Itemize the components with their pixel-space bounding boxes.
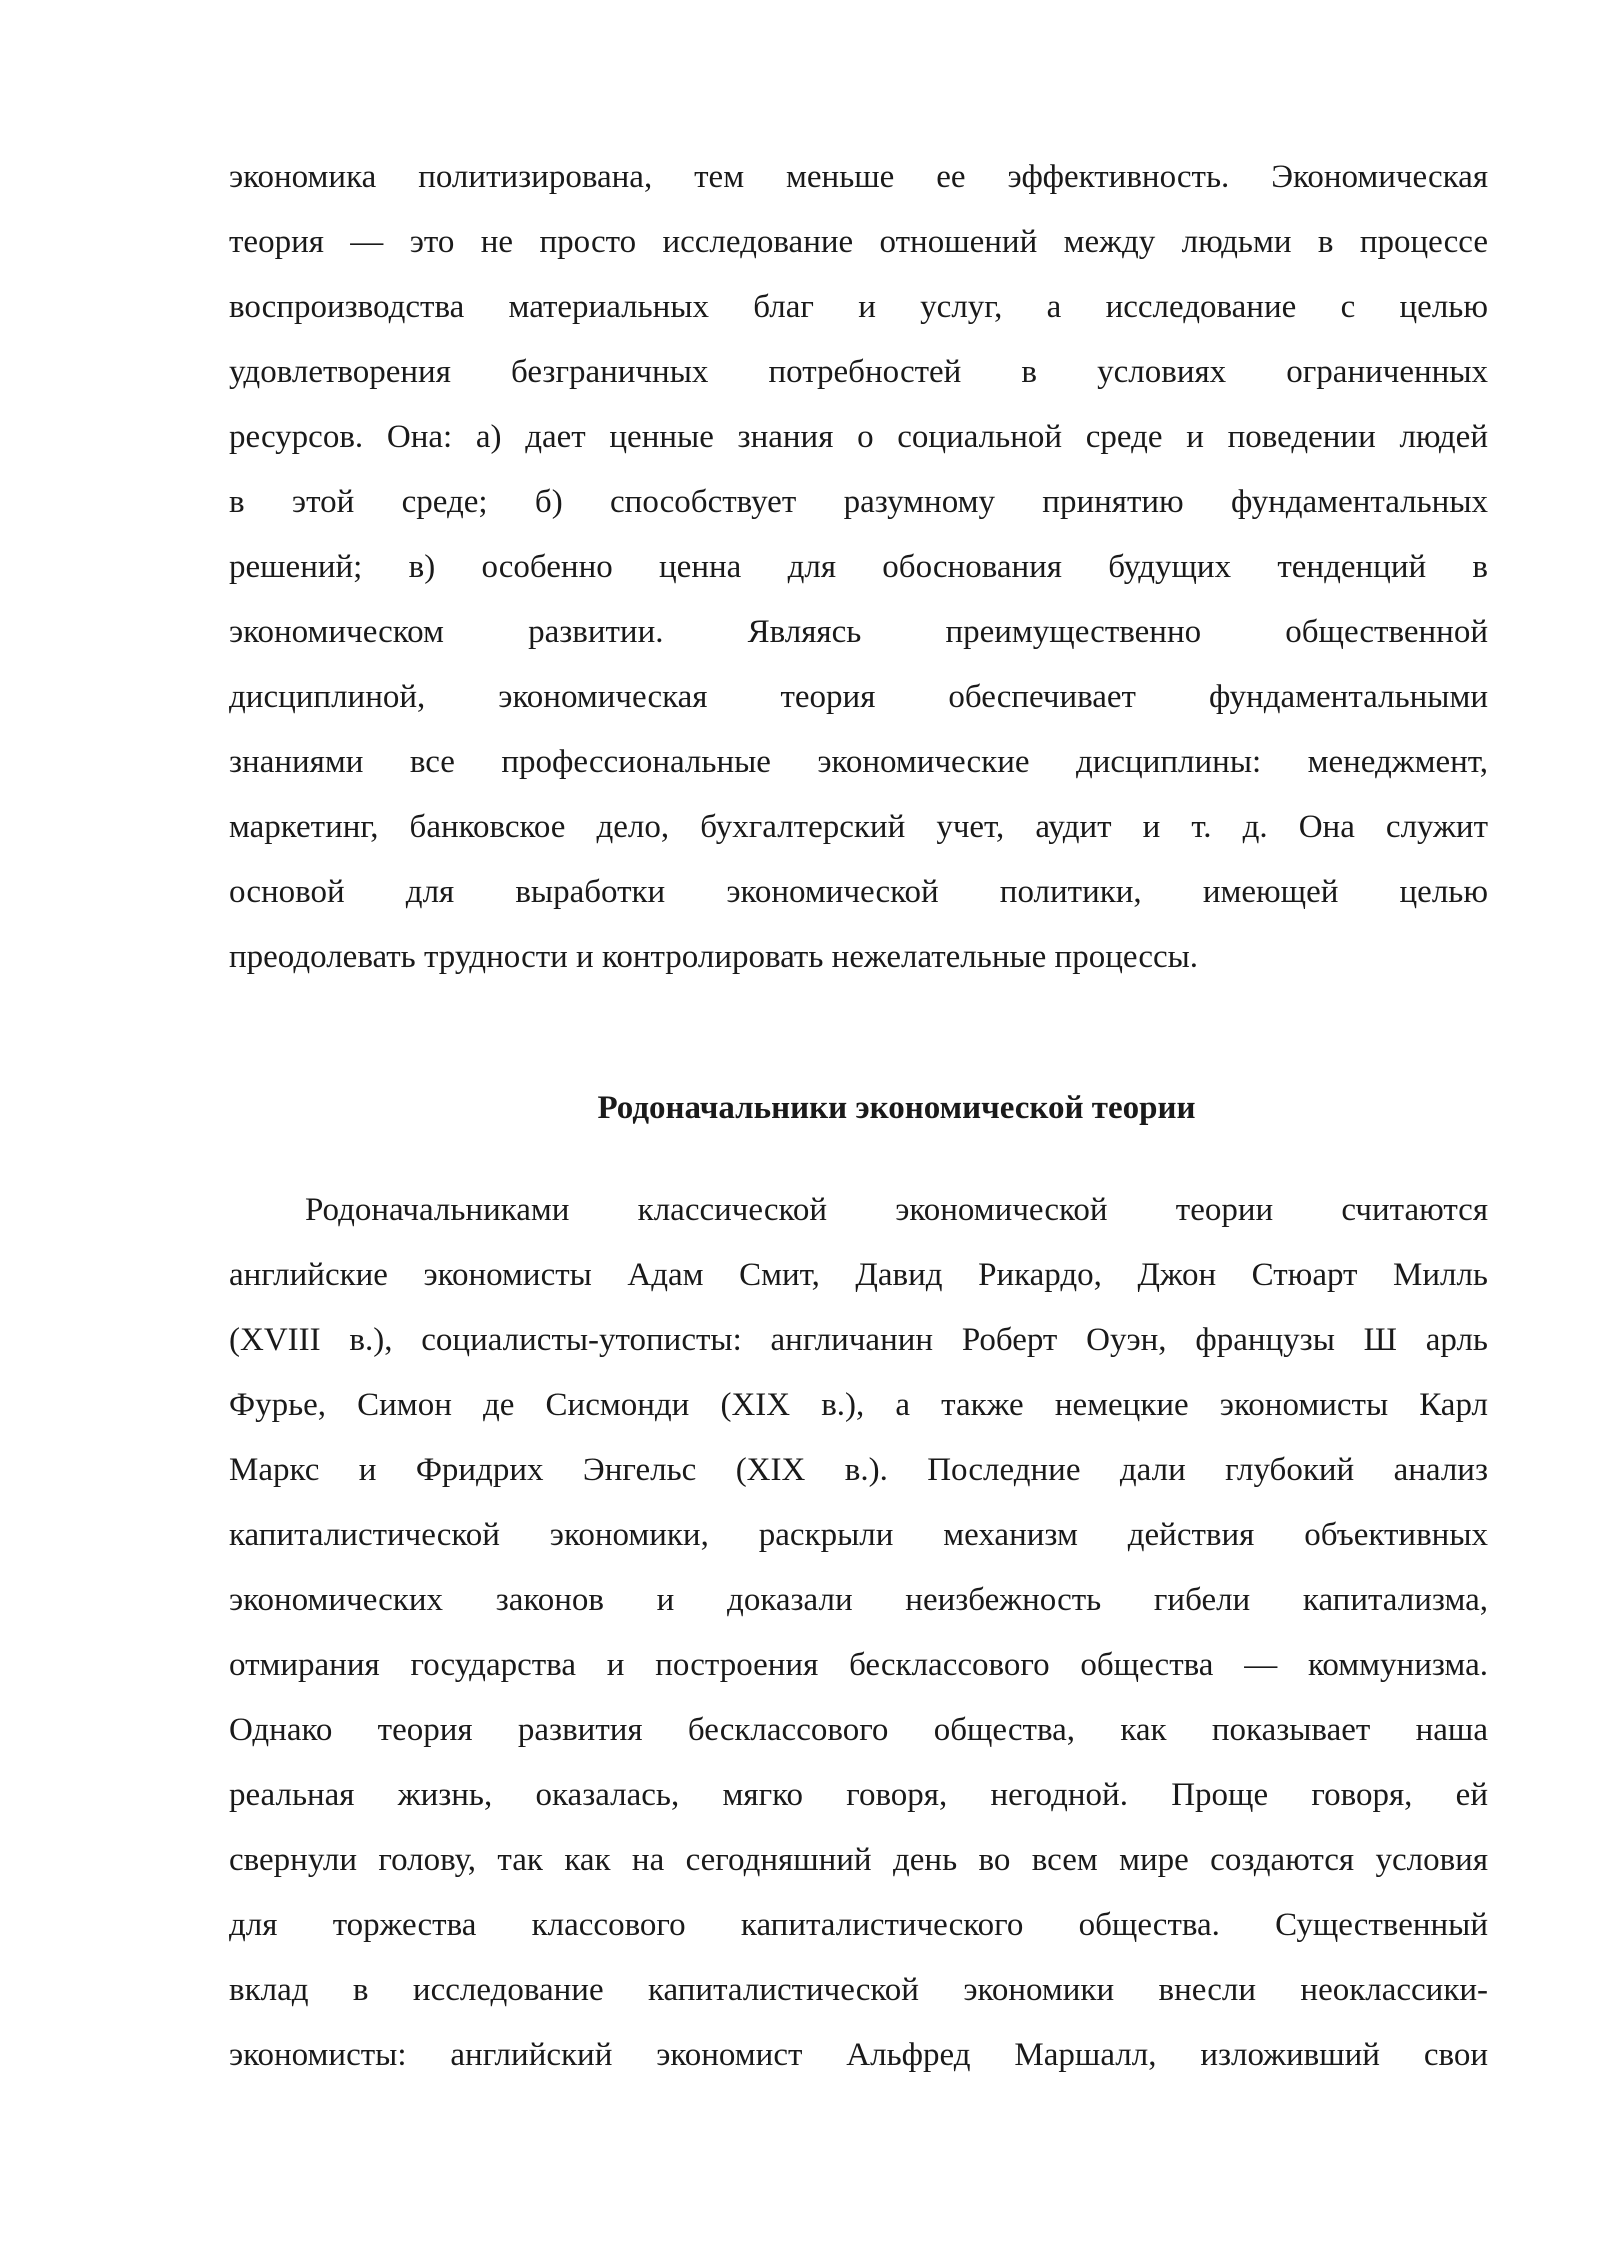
text-line: преодолевать трудности и контролировать нежелательные процессы. — [229, 939, 1199, 975]
text-line: Родоначальниками классической экономической теории считаются — [305, 1192, 1488, 1228]
text-line: вклад в исследование капиталистической экономики внесли неоклассики- — [229, 1972, 1488, 2008]
text-line: английские экономисты Адам Смит, Давид Рикардо, Джон Стюарт Милль — [229, 1257, 1488, 1293]
text-line: удовлетворения безграничных потребностей в условиях ограниченных — [229, 354, 1488, 390]
section-heading: Родоначальники экономической теории — [597, 1090, 1196, 1126]
text-line: отмирания государства и построения бесклассового общества — коммунизма. — [229, 1647, 1488, 1683]
text-line: Маркс и Фридрих Энгельс (XIX в.). Последние дали глубокий анализ — [229, 1452, 1488, 1488]
text-line: теория — это не просто исследование отношений между людьми в процессе — [229, 224, 1488, 260]
text-line: Фурье, Симон де Сисмонди (XIX в.), а также немецкие экономисты Карл — [229, 1387, 1488, 1423]
text-line: решений; в) особенно ценна для обоснования будущих тенденций в — [229, 549, 1488, 585]
text-line: основой для выработки экономической политики, имеющей целью — [229, 874, 1488, 910]
text-line: экономисты: английский экономист Альфред Маршалл, изложивший свои — [229, 2037, 1488, 2073]
section-paragraph — [229, 1178, 1488, 2088]
text-line: дисциплиной, экономическая теория обеспечивает фундаментальными — [229, 679, 1488, 715]
paragraph-continued — [229, 145, 1488, 990]
text-line: экономических законов и доказали неизбежность гибели капитализма, — [229, 1582, 1488, 1618]
text-line: капиталистической экономики, раскрыли механизм действия объективных — [229, 1517, 1488, 1553]
text-line: (XVIII в.), социалисты-утописты: англичанин Роберт Оуэн, французы Ш арль — [229, 1322, 1488, 1358]
text-line: ресурсов. Она: а) дает ценные знания о социальной среде и поведении людей — [229, 419, 1488, 455]
text-line: воспроизводства материальных благ и услуг, а исследование с целью — [229, 289, 1488, 325]
text-line: в этой среде; б) способствует разумному принятию фундаментальных — [229, 484, 1488, 520]
text-line: для торжества классового капиталистического общества. Существенный — [229, 1907, 1488, 1943]
text-line: маркетинг, банковское дело, бухгалтерский учет, аудит и т. д. Она служит — [229, 809, 1488, 845]
text-line: экономическом развитии. Являясь преимущественно общественной — [229, 614, 1488, 650]
text-line: реальная жизнь, оказалась, мягко говоря, негодной. Проще говоря, ей — [229, 1777, 1488, 1813]
text-line: Однако теория развития бесклассового общества, как показывает наша — [229, 1712, 1488, 1748]
text-line: экономика политизирована, тем меньше ее эффективность. Экономическая — [229, 159, 1488, 195]
text-line: свернули голову, так как на сегодняшний день во всем мире создаются условия — [229, 1842, 1488, 1878]
text-line: знаниями все профессиональные экономические дисциплины: менеджмент, — [229, 744, 1488, 780]
